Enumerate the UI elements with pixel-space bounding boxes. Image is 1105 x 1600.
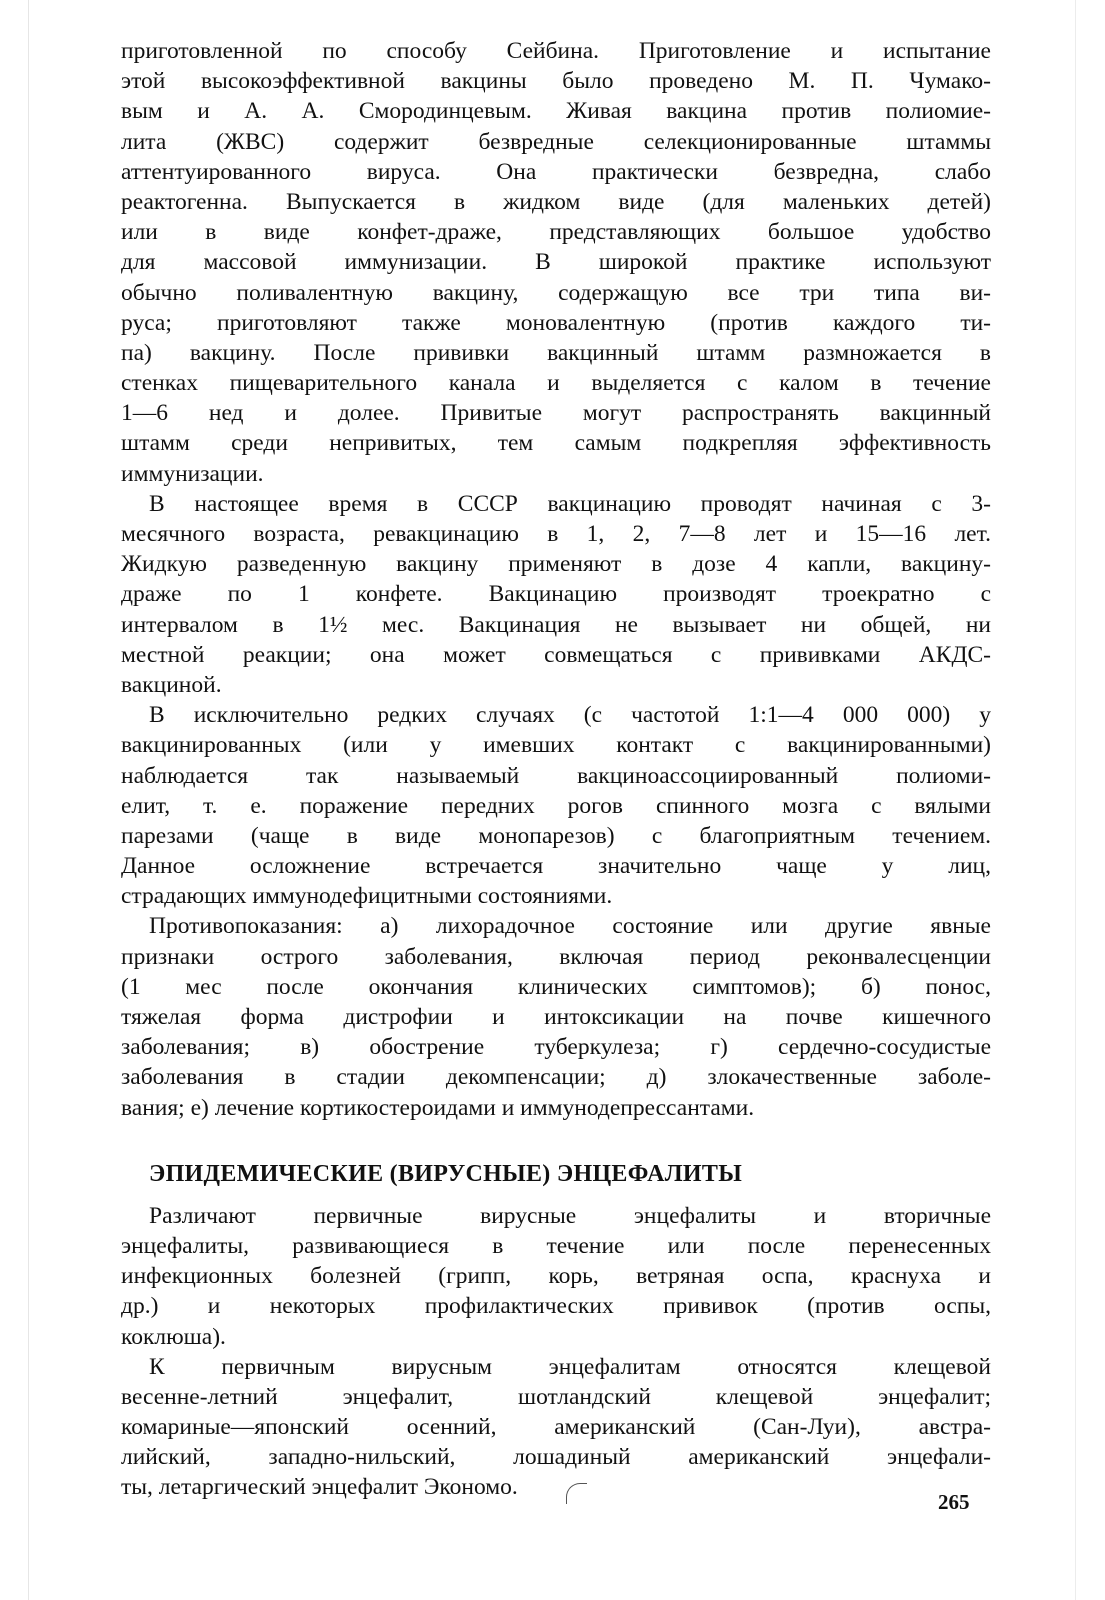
text-line: вакцинированных (или у имевших контакт с вакцинированными) [121, 732, 991, 759]
text-line: руса; приготовляют также моновалентную (против каждого ти- [121, 309, 991, 336]
text-line: В настоящее время в СССР вакцинацию проводят начиная с 3- [149, 490, 991, 517]
text-line: интервалом в 1½ мес. Вакцинация не вызывает ни общей, ни [121, 611, 991, 638]
text-line: инфекционных болезней (грипп, корь, ветряная оспа, краснуха и [121, 1263, 991, 1290]
text-line: реактогенна. Выпускается в жидком виде (для маленьких детей) [121, 188, 991, 215]
text-line: штамм среди непривитых, тем самым подкрепляя эффективность [121, 430, 991, 457]
text-line: па) вакцину. После прививки вакцинный штамм размножается в [121, 339, 991, 366]
text-line: наблюдается так называемый вакциноассоциированный полиоми- [121, 762, 991, 789]
text-line: В исключительно редких случаях (с частотой 1:1—4 000 000) у [149, 702, 991, 729]
text-line: энцефалиты, развивающиеся в течение или после перенесенных [121, 1232, 991, 1259]
text-line: приготовленной по способу Сейбина. Приготовление и испытание [121, 38, 991, 64]
text-line: 1—6 нед и долее. Привитые могут распространять вакцинный [121, 400, 991, 427]
paragraph-vaccination-schedule [121, 489, 991, 700]
page-content [121, 36, 991, 1503]
text-line: вакциной. [121, 671, 222, 698]
page-number: 265 [938, 1490, 970, 1514]
text-line: страдающих иммунодефицитными состояниями. [121, 883, 613, 910]
text-line: (1 мес после окончания клинических симптомов); б) понос, [121, 973, 991, 1000]
text-line: вым и А. А. Смородинцевым. Живая вакцина против полиомие- [121, 98, 991, 125]
paragraph-vaccine-associated-polio [121, 700, 991, 911]
text-line: этой высокоэффективной вакцины было проведено М. П. Чумако- [121, 68, 991, 95]
text-line: К первичным вирусным энцефалитам относятся клещевой [149, 1353, 991, 1380]
text-line: др.) и некоторых профилактических прививок (против оспы, [121, 1293, 991, 1320]
text-line: заболевания в стадии декомпенсации; д) злокачественные заболе- [121, 1064, 991, 1091]
text-line: аттентуированного вируса. Она практически безвредна, слабо [121, 158, 991, 185]
text-line: Противопоказания: а) лихорадочное состояние или другие явные [149, 913, 991, 940]
text-line: Жидкую разведенную вакцину применяют в дозе 4 капли, вакцину- [121, 551, 991, 578]
page-edge-right [1075, 0, 1076, 1600]
text-line: лийский, западно-нильский, лошадиный американский энцефали- [121, 1444, 991, 1471]
text-line: Различают первичные вирусные энцефалиты и вторичные [149, 1202, 991, 1229]
paragraph-primary-encephalitis [121, 1352, 991, 1503]
text-line: заболевания; в) обострение туберкулеза; г) сердечно-сосудистые [121, 1034, 991, 1061]
text-line: комариные—японский осенний, американский (Сан-Луи), австра- [121, 1414, 991, 1441]
page-edge-left [28, 0, 29, 1600]
text-line: коклюша). [121, 1323, 226, 1350]
text-line: местной реакции; она может совмещаться с прививками АКДС- [121, 641, 991, 668]
text-line: для массовой иммунизации. В широкой практике используют [121, 249, 991, 276]
text-line: признаки острого заболевания, включая период реконвалесценции [121, 943, 991, 970]
text-line: обычно поливалентную вакцину, содержащую все три типа ви- [121, 279, 991, 306]
text-line: драже по 1 конфете. Вакцинацию производят троекратно с [121, 581, 991, 608]
text-line: тяжелая форма дистрофии и интоксикации на почве кишечного [121, 1004, 991, 1030]
text-line: парезами (чаще в виде монопарезов) с благоприятным течением. [121, 822, 991, 849]
paragraph-sabin-vaccine [121, 36, 991, 489]
text-line: елит, т. е. поражение передних рогов спинного мозга с вялыми [121, 792, 991, 819]
text-line: ты, летаргический энцефалит Экономо. [121, 1474, 518, 1501]
text-line: стенках пищеварительного канала и выделяется с калом в течение [121, 370, 991, 397]
text-line: или в виде конфет-драже, представляющих большое удобство [121, 219, 991, 246]
scan-mark [566, 1483, 587, 1504]
text-line: иммунизации. [121, 460, 264, 487]
text-line: весенне-летний энцефалит, шотландский клещевой энцефалит; [121, 1383, 991, 1410]
paragraph-contraindications [121, 911, 991, 1122]
section-heading: ЭПИДЕМИЧЕСКИЕ (ВИРУСНЫЕ) ЭНЦЕФАЛИТЫ [149, 1160, 743, 1187]
text-line: лита (ЖВС) содержит безвредные селекционированные штаммы [121, 128, 991, 155]
text-line: Данное осложнение встречается значительно чаще у лиц, [121, 853, 991, 880]
paragraph-encephalitis-types [121, 1201, 991, 1352]
text-line: вания; е) лечение кортикостероидами и иммунодепрессантами. [121, 1094, 755, 1121]
text-line: месячного возраста, ревакцинацию в 1, 2, 7—8 лет и 15—16 лет. [121, 521, 991, 547]
